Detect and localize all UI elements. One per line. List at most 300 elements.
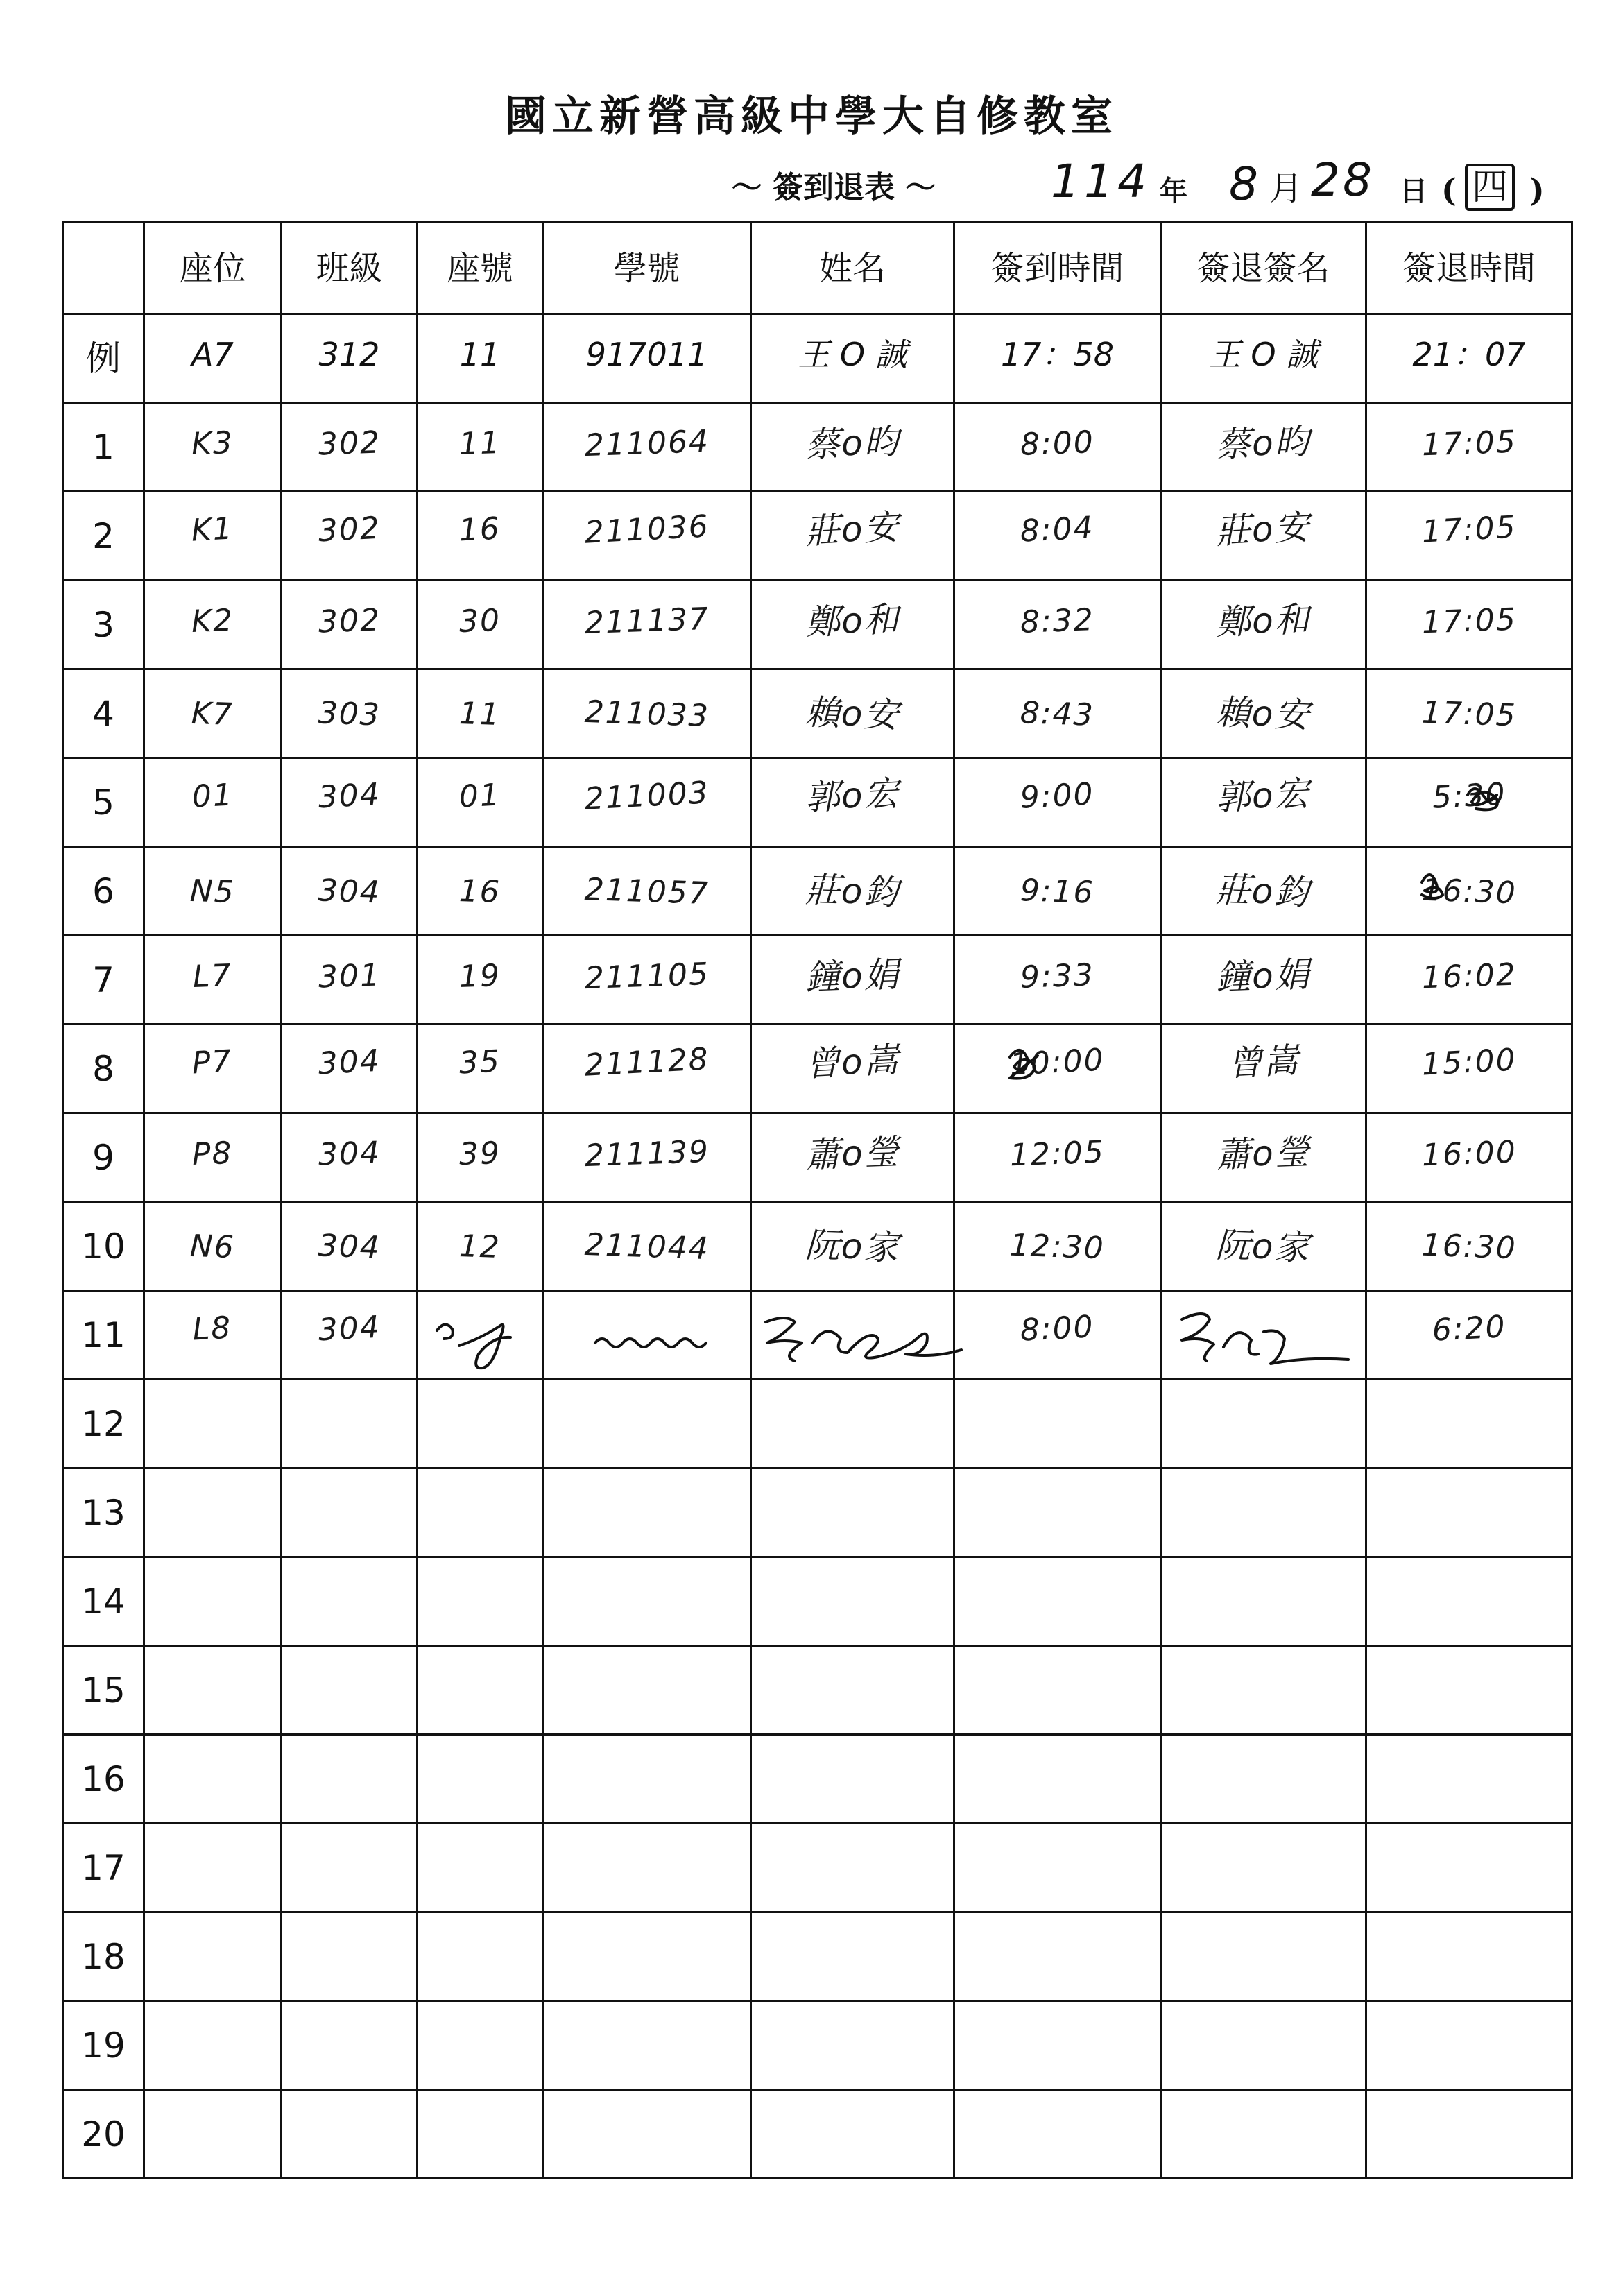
date-month-unit: 月 <box>1269 169 1303 208</box>
cell-sign-out-time <box>1366 1735 1572 1824</box>
cell-sign-out-time <box>1366 1291 1572 1380</box>
table-body <box>63 314 1572 2179</box>
header-student-id: 學號 <box>543 223 751 314</box>
class-text: 302 <box>316 510 381 549</box>
cell-sign-out-time <box>1366 1646 1572 1735</box>
example-row <box>63 314 1572 403</box>
cell-seat-number <box>418 1202 543 1291</box>
cell-seat-number <box>418 1557 543 1646</box>
sign-in-table <box>62 221 1573 2179</box>
row-number: 20 <box>63 2090 144 2179</box>
sign-out-signature-text: 阮o家 <box>1215 1224 1312 1268</box>
cell-seat <box>144 314 282 403</box>
cell-sign-out-signature <box>1161 1025 1366 1113</box>
cell-class <box>282 492 418 581</box>
date-close-paren: ) <box>1529 171 1545 209</box>
class-text: 304 <box>317 1228 381 1266</box>
cell-sign-in-time <box>954 1113 1161 1202</box>
cell-seat <box>144 1202 282 1291</box>
cell-sign-out-time <box>1366 1912 1572 2001</box>
cell-seat <box>144 847 282 936</box>
cell-student-id <box>543 1202 751 1291</box>
header-class: 班級 <box>282 223 418 314</box>
cell-seat <box>144 669 282 758</box>
cell-student-id <box>543 2001 751 2090</box>
header-seat: 座位 <box>144 223 282 314</box>
cell-class <box>282 1202 418 1291</box>
cell-sign-out-signature <box>1161 1557 1366 1646</box>
cell-seat <box>144 758 282 847</box>
cell-class <box>282 1468 418 1557</box>
sign-out-time-text: 17:05 <box>1420 694 1518 734</box>
header-name: 姓名 <box>751 223 954 314</box>
cell-sign-out-time <box>1366 936 1572 1025</box>
date-year: 114 <box>1051 155 1151 208</box>
cell-seat-number <box>418 581 543 669</box>
cell-sign-out-time <box>1366 847 1572 936</box>
row-number: 10 <box>63 1202 144 1291</box>
name-text: 鐘o娟 <box>804 954 901 997</box>
cell-student-id <box>543 581 751 669</box>
name-text: 郭o宏 <box>804 772 901 819</box>
student-id-text: 211057 <box>583 871 710 912</box>
row-number: 2 <box>63 492 144 581</box>
cell-sign-out-signature <box>1161 758 1366 847</box>
cell-name <box>751 1557 954 1646</box>
cell-seat-number <box>418 1646 543 1735</box>
cell-sign-out-time <box>1366 1025 1572 1113</box>
seat-number-text: 11 <box>459 336 501 373</box>
row-number: 3 <box>63 581 144 669</box>
name-text: 鄭o和 <box>804 599 901 642</box>
cell-seat-number <box>418 936 543 1025</box>
cell-sign-in-time <box>954 1912 1161 2001</box>
sign-out-signature-text: 蔡o昀 <box>1215 421 1312 465</box>
class-text: 304 <box>316 1043 381 1082</box>
cell-seat <box>144 936 282 1025</box>
seat-text: K7 <box>190 695 234 733</box>
table-row <box>63 2001 1572 2090</box>
cell-sign-out-time <box>1366 1202 1572 1291</box>
student-id-text: 211003 <box>583 775 710 817</box>
class-text: 304 <box>317 1135 381 1173</box>
class-text: 303 <box>317 695 381 733</box>
sign-out-time-text: 5:30 <box>1431 776 1507 816</box>
cell-sign-out-signature <box>1161 847 1366 936</box>
cell-seat <box>144 1380 282 1468</box>
cell-class <box>282 1646 418 1735</box>
table-row <box>63 1646 1572 1735</box>
cell-seat <box>144 1735 282 1824</box>
sign-out-signature-text: 曾嵩 <box>1226 1039 1300 1084</box>
student-id-text: 211128 <box>583 1041 710 1083</box>
student-id-text: 211064 <box>583 423 710 464</box>
cell-sign-in-time <box>954 847 1161 936</box>
cell-student-id <box>543 2090 751 2179</box>
cell-sign-in-time <box>954 1468 1161 1557</box>
seat-text: K2 <box>191 602 234 640</box>
sign-out-time-text: 16:00 <box>1420 1134 1518 1174</box>
cell-sign-in-time <box>954 936 1161 1025</box>
cell-sign-out-time <box>1366 314 1572 403</box>
cell-seat-number <box>418 2090 543 2179</box>
sign-out-time-text: 16:02 <box>1420 957 1518 996</box>
cell-seat-number <box>418 492 543 581</box>
cell-sign-out-time <box>1366 1113 1572 1202</box>
sign-in-time-text: 17：58 <box>1000 336 1115 373</box>
cell-seat-number <box>418 847 543 936</box>
sign-out-time-text: 16:30 <box>1420 1227 1518 1267</box>
cell-sign-in-time <box>954 1380 1161 1468</box>
cell-name <box>751 847 954 936</box>
seat-text: N5 <box>189 873 236 911</box>
cell-name <box>751 314 954 403</box>
cell-class <box>282 1025 418 1113</box>
row-number: 6 <box>63 847 144 936</box>
cell-sign-out-signature <box>1161 936 1366 1025</box>
seat-number-text: 19 <box>458 957 501 995</box>
cell-sign-in-time <box>954 2001 1161 2090</box>
cell-class <box>282 581 418 669</box>
table-row <box>63 1202 1572 1291</box>
cell-name <box>751 758 954 847</box>
row-number: 14 <box>63 1557 144 1646</box>
cell-class <box>282 403 418 492</box>
cell-student-id <box>543 492 751 581</box>
class-text: 301 <box>317 957 381 995</box>
name-text: 莊o鈞 <box>804 869 901 913</box>
row-number: 12 <box>63 1380 144 1468</box>
cell-student-id <box>543 403 751 492</box>
row-number: 15 <box>63 1646 144 1735</box>
cell-seat <box>144 1824 282 1912</box>
cell-seat-number <box>418 314 543 403</box>
cell-seat <box>144 1646 282 1735</box>
seat-text: 01 <box>190 777 234 815</box>
cell-sign-out-time <box>1366 581 1572 669</box>
cell-sign-in-time <box>954 1646 1161 1735</box>
student-id-text: 211139 <box>583 1133 710 1174</box>
cell-student-id <box>543 1646 751 1735</box>
sign-in-time-text: 10:00 <box>1008 1042 1106 1083</box>
cell-seat-number <box>418 669 543 758</box>
cell-name <box>751 1202 954 1291</box>
cell-seat-number <box>418 403 543 492</box>
sheet-title: 國立新營高級中學大自修教室 <box>505 92 1118 141</box>
cell-class <box>282 936 418 1025</box>
sign-out-time-text: 15:00 <box>1420 1042 1518 1083</box>
seat-number-text: 30 <box>458 602 501 640</box>
cell-seat <box>144 2090 282 2179</box>
table-row <box>63 1025 1572 1113</box>
cell-student-id <box>543 936 751 1025</box>
cell-sign-out-signature <box>1161 581 1366 669</box>
table-row <box>63 403 1572 492</box>
name-text: 阮o家 <box>804 1224 901 1268</box>
student-id-text: 211044 <box>583 1226 710 1267</box>
cell-seat <box>144 1557 282 1646</box>
sign-in-time-text: 8:32 <box>1020 602 1095 640</box>
sign-out-time-text: 17:05 <box>1420 424 1518 463</box>
date-year-unit: 年 <box>1160 175 1187 207</box>
cell-sign-in-time <box>954 581 1161 669</box>
row-number: 1 <box>63 403 144 492</box>
row-number: 11 <box>63 1291 144 1380</box>
cell-name <box>751 936 954 1025</box>
student-id-text: 211036 <box>583 508 710 551</box>
cell-sign-out-signature <box>1161 403 1366 492</box>
cell-name <box>751 1646 954 1735</box>
cell-seat-number <box>418 1291 543 1380</box>
cell-class <box>282 1912 418 2001</box>
class-text: 304 <box>316 776 381 816</box>
seat-text: A7 <box>191 336 234 373</box>
header-row <box>63 223 1572 314</box>
cell-name <box>751 1735 954 1824</box>
cell-sign-out-signature <box>1161 1291 1366 1380</box>
seat-text: P8 <box>191 1135 234 1173</box>
sign-in-time-text: 12:30 <box>1009 1227 1106 1267</box>
header-sign-out-signature: 簽退簽名 <box>1161 223 1366 314</box>
cell-seat-number <box>418 1735 543 1824</box>
cell-seat <box>144 1468 282 1557</box>
class-text: 312 <box>318 336 380 373</box>
cell-class <box>282 1113 418 1202</box>
cell-seat-number <box>418 758 543 847</box>
date-month: 8 <box>1229 157 1258 211</box>
cell-student-id <box>543 758 751 847</box>
header-sign-out-time: 簽退時間 <box>1366 223 1572 314</box>
row-number: 5 <box>63 758 144 847</box>
cell-student-id <box>543 847 751 936</box>
cell-seat-number <box>418 1113 543 1202</box>
name-text: 賴o安 <box>804 692 901 735</box>
sign-in-time-text: 12:05 <box>1009 1134 1106 1174</box>
cell-class <box>282 1735 418 1824</box>
cell-student-id <box>543 1824 751 1912</box>
row-number: 4 <box>63 669 144 758</box>
cell-sign-in-time <box>954 1291 1161 1380</box>
table-row <box>63 758 1572 847</box>
cell-sign-out-signature <box>1161 492 1366 581</box>
row-number: 13 <box>63 1468 144 1557</box>
seat-number-text: 12 <box>458 1228 501 1266</box>
cell-seat <box>144 1025 282 1113</box>
table-row <box>63 1912 1572 2001</box>
cell-sign-out-signature <box>1161 1468 1366 1557</box>
row-number: 例 <box>63 314 144 403</box>
seat-number-text: 01 <box>458 777 502 815</box>
cell-seat-number <box>418 1912 543 2001</box>
cell-student-id <box>543 1468 751 1557</box>
cell-name <box>751 669 954 758</box>
student-id-text: 917011 <box>585 336 708 373</box>
seat-number-text: 11 <box>458 695 501 733</box>
cell-sign-out-time <box>1366 2090 1572 2179</box>
header-sign-in-time: 簽到時間 <box>954 223 1161 314</box>
cell-sign-out-signature <box>1161 2001 1366 2090</box>
seat-text: N6 <box>189 1228 236 1266</box>
cell-sign-in-time <box>954 1202 1161 1291</box>
student-id-text: 211033 <box>583 694 710 735</box>
header-blank <box>63 223 144 314</box>
sign-out-signature-text: 賴o安 <box>1215 692 1312 735</box>
date-day-unit: 日 <box>1400 175 1427 207</box>
student-id-text: 211105 <box>583 956 710 997</box>
table-row <box>63 2090 1572 2179</box>
cell-name <box>751 1291 954 1380</box>
seat-number-text: 39 <box>458 1135 501 1173</box>
student-id-text: 211137 <box>583 601 710 642</box>
name-text: 王 O 誠 <box>798 336 907 373</box>
cell-sign-out-signature <box>1161 1646 1366 1735</box>
cell-sign-out-time <box>1366 1380 1572 1468</box>
sign-in-time-text: 8:43 <box>1020 695 1095 733</box>
cell-student-id <box>543 1025 751 1113</box>
cell-student-id <box>543 669 751 758</box>
sign-in-time-text: 8:00 <box>1020 425 1095 463</box>
cell-seat <box>144 2001 282 2090</box>
header-seat-number: 座號 <box>418 223 543 314</box>
cell-sign-in-time <box>954 2090 1161 2179</box>
name-text: 曾o嵩 <box>804 1038 901 1085</box>
sign-out-signature-text: 蕭o瑩 <box>1215 1131 1312 1175</box>
seat-text: L8 <box>191 1310 233 1348</box>
date-day: 28 <box>1311 153 1375 207</box>
sign-out-signature-text: 鐘o娟 <box>1215 954 1312 997</box>
cell-sign-out-time <box>1366 2001 1572 2090</box>
cell-sign-out-signature <box>1161 1912 1366 2001</box>
row-number: 16 <box>63 1735 144 1824</box>
table-row <box>63 669 1572 758</box>
cell-class <box>282 2001 418 2090</box>
table-row <box>63 1113 1572 1202</box>
cell-name <box>751 492 954 581</box>
table-row <box>63 1380 1572 1468</box>
table-row <box>63 581 1572 669</box>
cell-sign-out-signature <box>1161 1380 1366 1468</box>
cell-seat-number <box>418 2001 543 2090</box>
seat-text: L7 <box>192 958 233 995</box>
cell-sign-out-time <box>1366 492 1572 581</box>
cell-sign-in-time <box>954 1735 1161 1824</box>
cell-student-id <box>543 1557 751 1646</box>
sign-out-signature-text: 王 O 誠 <box>1208 336 1319 373</box>
cell-seat-number <box>418 1025 543 1113</box>
cell-sign-out-signature <box>1161 314 1366 403</box>
cell-sign-in-time <box>954 314 1161 403</box>
sign-out-time-text: 17:05 <box>1420 601 1518 641</box>
seat-text: K1 <box>190 511 234 549</box>
table-row <box>63 1557 1572 1646</box>
cell-class <box>282 669 418 758</box>
date-open-paren: ( <box>1441 171 1457 209</box>
seat-number-text: 16 <box>458 511 502 549</box>
cell-sign-in-time <box>954 669 1161 758</box>
cell-sign-out-time <box>1366 1557 1572 1646</box>
cell-student-id <box>543 314 751 403</box>
cell-sign-out-time <box>1366 669 1572 758</box>
sign-out-time-text: 21：07 <box>1412 336 1526 373</box>
cell-seat <box>144 403 282 492</box>
cell-student-id <box>543 1912 751 2001</box>
cell-seat <box>144 1912 282 2001</box>
cell-sign-in-time <box>954 1824 1161 1912</box>
cell-name <box>751 2001 954 2090</box>
cell-class <box>282 2090 418 2179</box>
class-text: 304 <box>317 873 381 911</box>
cell-class <box>282 847 418 936</box>
cell-sign-in-time <box>954 1557 1161 1646</box>
cell-name <box>751 1025 954 1113</box>
name-text: 蕭o瑩 <box>804 1131 901 1175</box>
cell-class <box>282 1824 418 1912</box>
table-row <box>63 1468 1572 1557</box>
date-weekday: 四 <box>1465 164 1515 211</box>
seat-number-text: 16 <box>458 873 501 911</box>
name-text: 蔡o昀 <box>804 421 901 465</box>
cell-name <box>751 1824 954 1912</box>
sign-in-time-text: 9:00 <box>1019 776 1095 816</box>
cell-sign-out-signature <box>1161 1202 1366 1291</box>
table-row <box>63 847 1572 936</box>
sign-in-time-text: 8:00 <box>1019 1309 1095 1348</box>
sign-out-time-text: 16:30 <box>1420 872 1518 911</box>
cell-class <box>282 758 418 847</box>
cell-name <box>751 1468 954 1557</box>
sign-in-time-text: 8:04 <box>1019 510 1095 549</box>
name-text: 莊o安 <box>804 506 901 552</box>
sign-out-time-text: 17:05 <box>1420 509 1518 550</box>
cell-sign-out-time <box>1366 1824 1572 1912</box>
cell-name <box>751 2090 954 2179</box>
cell-sign-in-time <box>954 492 1161 581</box>
cell-student-id <box>543 1380 751 1468</box>
cell-name <box>751 581 954 669</box>
cell-name <box>751 1380 954 1468</box>
cell-sign-out-signature <box>1161 1824 1366 1912</box>
table-row <box>63 1291 1572 1380</box>
cell-sign-in-time <box>954 403 1161 492</box>
cell-sign-out-signature <box>1161 1735 1366 1824</box>
cell-seat <box>144 1113 282 1202</box>
cell-student-id <box>543 1113 751 1202</box>
cell-seat-number <box>418 1824 543 1912</box>
cell-seat <box>144 581 282 669</box>
class-text: 304 <box>316 1309 381 1348</box>
sign-out-signature-text: 鄭o和 <box>1215 599 1312 642</box>
row-number: 7 <box>63 936 144 1025</box>
cell-sign-in-time <box>954 758 1161 847</box>
class-text: 302 <box>317 425 381 463</box>
seat-number-text: 35 <box>458 1043 502 1081</box>
row-number: 18 <box>63 1912 144 2001</box>
row-number: 19 <box>63 2001 144 2090</box>
cell-name <box>751 1113 954 1202</box>
cell-sign-out-time <box>1366 758 1572 847</box>
cell-student-id <box>543 1291 751 1380</box>
cell-seat-number <box>418 1380 543 1468</box>
sign-in-time-text: 9:33 <box>1020 957 1095 995</box>
table-row <box>63 1824 1572 1912</box>
sign-out-signature-text: 莊o鈞 <box>1215 869 1312 913</box>
sign-in-time-text: 9:16 <box>1020 873 1095 911</box>
sign-out-time-text: 6:20 <box>1431 1309 1507 1348</box>
cell-sign-out-time <box>1366 1468 1572 1557</box>
sheet-subtitle: ～ 簽到退表 ～ <box>731 170 936 205</box>
sign-out-signature-text: 莊o安 <box>1214 506 1312 552</box>
cell-seat <box>144 492 282 581</box>
